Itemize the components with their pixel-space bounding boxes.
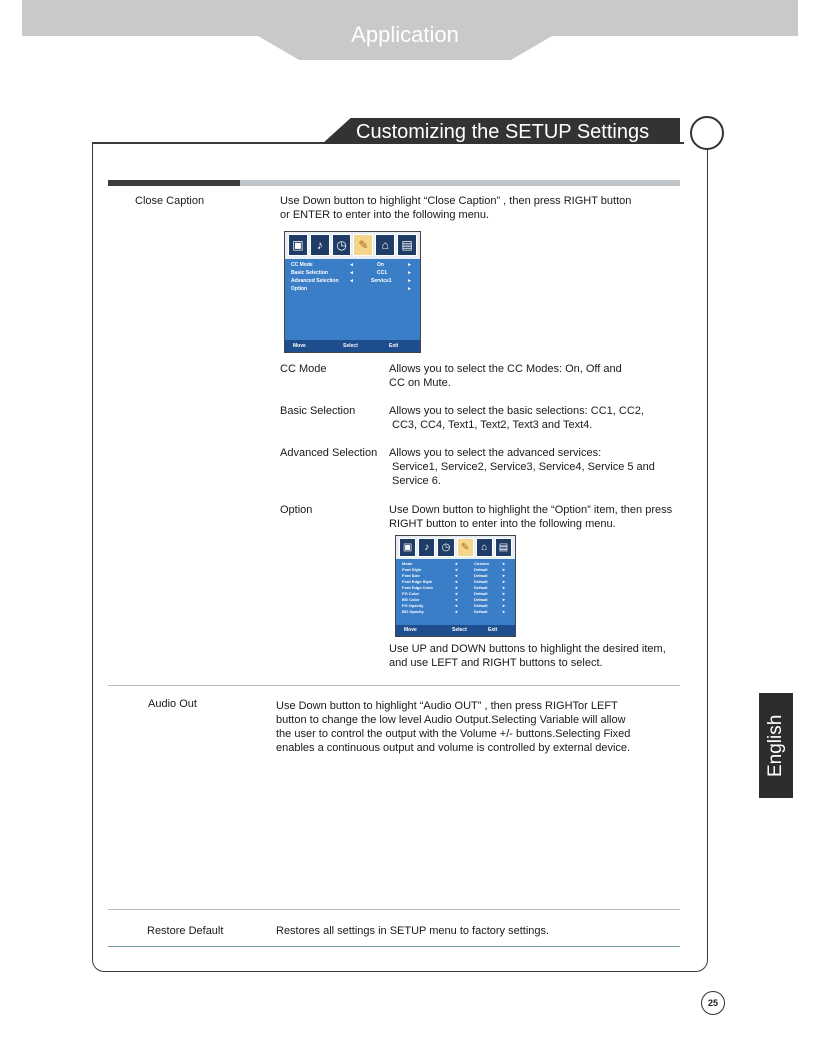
restore-default-desc: Restores all settings in SETUP menu to factory settings. [276, 925, 550, 937]
advanced-selection-desc-3: Service 6. [392, 475, 441, 487]
menu-icon-bar [396, 536, 515, 559]
basic-selection-desc-2: CC3, CC4, Text1, Text2, Text3 and Text4. [392, 419, 593, 431]
close-caption-label: Close Caption [135, 195, 205, 207]
basic-selection-desc-1: Allows you to select the basic selections: CC1, CC2, [389, 405, 644, 417]
menu-footer: Move Select Exit [285, 340, 420, 352]
picture-icon: ▣ [399, 538, 416, 557]
restore-default-label: Restore Default [147, 925, 224, 937]
timer-icon: ◷ [437, 538, 454, 557]
basic-selection-label: Basic Selection [280, 405, 356, 417]
lock-icon: ⌂ [476, 538, 493, 557]
audio-icon: ♪ [310, 234, 330, 256]
cc-menu-screenshot: ▣ ♪ ◷ ✎ ⌂ ▤ CC Mode ◄ On ► Basic Selection ◄ CC1 ► Advanced Selection ◄ Service1 ► Option ► Move Select Exit [284, 231, 421, 353]
language-side-tab-label: English [765, 714, 786, 777]
setup-icon: ✎ [457, 538, 474, 557]
option-desc-1: Use Down button to highlight the “Option” item, then press [389, 504, 673, 516]
divider-accent [108, 946, 680, 947]
audio-out-desc-1: Use Down button to highlight “Audio OUT” , then press RIGHTor LEFT [276, 700, 618, 712]
option-menu-screenshot: ▣ ♪ ◷ ✎ ⌂ ▤ Mode ◄ Custom ► Font Style ◄ Default ► Font Size ◄ Default ► Font Edge Style ◄ Default ► Font Edge Color ◄ Default ► FG Color ◄ Default ► BG Color ◄ Default ► FG Opacity ◄ Default ► BG Opacity ◄ Default ► Move Select Exit [395, 535, 516, 637]
cc-mode-label: CC Mode [280, 363, 327, 375]
option-label: Option [280, 504, 313, 516]
audio-out-desc-4: enables a continuous output and volume is controlled by external device. [276, 742, 631, 754]
channel-icon: ▤ [397, 234, 417, 256]
setup-icon: ✎ [353, 234, 373, 256]
page-number: 25 [701, 991, 725, 1015]
section-rule-light [240, 180, 680, 186]
advanced-selection-label: Advanced Selection [280, 447, 378, 459]
audio-out-desc-2: button to change the low level Audio Output.Selecting Variable will allow [276, 714, 626, 726]
option-desc-2: RIGHT button to enter into the following menu. [389, 518, 616, 530]
option-note-2: and use LEFT and RIGHT buttons to select. [389, 657, 603, 669]
advanced-selection-desc-2: Service1, Service2, Service3, Service4, Service 5 and [392, 461, 655, 473]
cc-mode-desc-1: Allows you to select the CC Modes: On, Off and [389, 363, 622, 375]
option-note-1: Use UP and DOWN buttons to highlight the desired item, [389, 643, 666, 655]
lock-icon: ⌂ [375, 234, 395, 256]
audio-out-label: Audio Out [148, 698, 197, 710]
section-rule-dark [108, 180, 240, 186]
advanced-selection-desc-1: Allows you to select the advanced services: [389, 447, 602, 459]
menu-footer: Move Select Exit [396, 625, 515, 636]
timer-icon: ◷ [332, 234, 352, 256]
channel-icon: ▤ [495, 538, 512, 557]
audio-icon: ♪ [418, 538, 435, 557]
section-circle-ornament [690, 116, 724, 150]
section-title: Customizing the SETUP Settings [356, 121, 650, 143]
cc-mode-desc-2: CC on Mute. [389, 377, 451, 389]
close-caption-desc-1: Use Down button to highlight “Close Caption” , then press RIGHT button [280, 195, 632, 207]
close-caption-desc-2: or ENTER to enter into the following menu. [280, 209, 490, 221]
chapter-title: Application [351, 22, 459, 47]
divider [108, 685, 680, 686]
audio-out-desc-3: the user to control the output with the Volume +/- buttons.Selecting Fixed [276, 728, 631, 740]
menu-icon-bar [285, 232, 420, 259]
picture-icon: ▣ [288, 234, 308, 256]
divider [108, 909, 680, 910]
